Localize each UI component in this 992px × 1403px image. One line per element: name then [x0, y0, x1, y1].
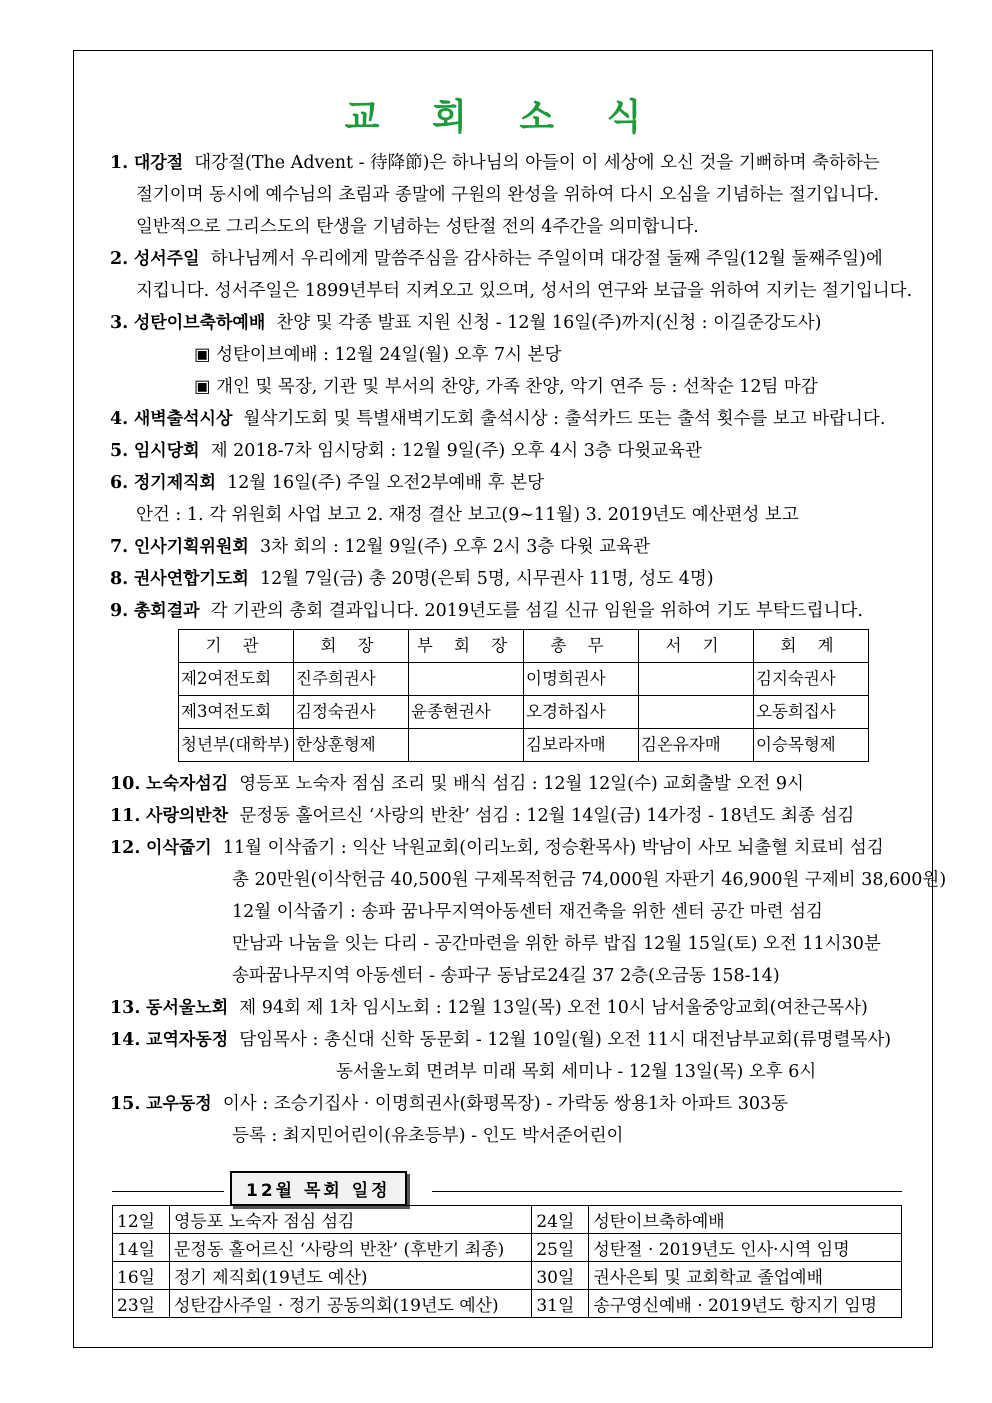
list-item-line: ▣ 개인 및 목장, 기관 및 부서의 찬양, 가족 찬양, 악기 연주 등 : 선착순 12팀 마감	[194, 377, 818, 397]
list-item: 6. 정기제직회 12월 16일(주) 주일 오전2부예배 후 본당	[110, 473, 545, 493]
table-cell: 한상훈형제	[294, 729, 409, 762]
table-cell: 김온유자매	[639, 729, 754, 762]
table-row	[113, 1290, 902, 1318]
list-item: 3. 성탄이브축하예배 찬양 및 각종 발표 지원 신청 - 12월 16일(주)까지(신청 : 이길준강도사)	[110, 313, 822, 333]
news-list	[110, 147, 947, 1152]
schedule-date: 16일	[113, 1262, 170, 1290]
item-heading: 성탄이브축하예배	[133, 313, 266, 333]
divider	[112, 1191, 224, 1192]
list-item-line: 총 20만원(이삭헌금 40,500원 구제목적헌금 74,000원 자판기 46,900원 구제비 38,600원)	[232, 870, 947, 890]
table-cell: 윤종현권사	[409, 696, 524, 729]
schedule-event: 문정동 홀어르신 ‘사랑의 반찬’ (후반기 최종)	[170, 1234, 532, 1262]
list-item: 9. 총회결과 각 기관의 총회 결과입니다. 2019년도를 섬길 신규 임원을 위하여 기도 부탁드립니다.	[110, 601, 863, 621]
schedule-event: 영등포 노숙자 점심 섬김	[170, 1206, 532, 1234]
table-header-cell: 기 관	[179, 630, 294, 663]
table-cell: 제2여전도회	[179, 663, 294, 696]
table-row	[179, 696, 869, 729]
item-heading: 권사연합기도회	[133, 569, 249, 589]
table-row	[113, 1262, 902, 1290]
table-cell	[409, 729, 524, 762]
list-item-line: 송파꿈나무지역 아동센터 - 송파구 동남로24길 37 2층(오금동 158-14)	[232, 966, 780, 986]
divider	[432, 1191, 902, 1192]
list-item: 4. 새벽출석시상 월삭기도회 및 특별새벽기도회 출석시상 : 출석카드 또는 출석 횟수를 보고 바랍니다.	[110, 409, 886, 429]
table-header-cell: 회 계	[754, 630, 869, 663]
list-item: 1. 대강절 대강절(The Advent - 待降節)은 하나님의 아들이 이 세상에 오신 것을 기뻐하며 축하하는	[110, 153, 880, 173]
table-header-cell: 총 무	[524, 630, 639, 663]
table-header-cell: 부 회 장	[409, 630, 524, 663]
list-item-line: 일반적으로 그리스도의 탄생을 기념하는 성탄절 전의 4주간을 의미합니다.	[136, 217, 699, 237]
schedule-date: 14일	[113, 1234, 170, 1262]
table-cell: 청년부(대학부)	[179, 729, 294, 762]
schedule-date: 12일	[113, 1206, 170, 1234]
item-heading: 이삭줍기	[146, 838, 212, 858]
table-cell: 이승목형제	[754, 729, 869, 762]
table-cell	[409, 663, 524, 696]
page-title: 교 회 소 식	[344, 97, 662, 138]
table-cell: 김지숙권사	[754, 663, 869, 696]
list-item: 8. 권사연합기도회 12월 7일(금) 총 20명(은퇴 5명, 시무권사 11명, 성도 4명)	[110, 569, 714, 589]
list-item: 10. 노숙자섬김 영등포 노숙자 점심 조리 및 배식 섬김 : 12월 12일(수) 교회출발 오전 9시	[110, 774, 804, 794]
list-item-line: 동서울노회 면려부 미래 목회 세미나 - 12월 13일(목) 오후 6시	[336, 1062, 817, 1082]
list-item: 12. 이삭줍기 11월 이삭줍기 : 익산 낙원교회(이리노회, 정승환목사) 박남이 사모 뇌출혈 치료비 섬김	[110, 838, 884, 858]
item-heading: 노숙자섬김	[146, 774, 229, 794]
table-cell: 김정숙권사	[294, 696, 409, 729]
schedule-event: 정기 제직회(19년도 예산)	[170, 1262, 532, 1290]
schedule-table	[112, 1205, 902, 1318]
table-cell: 오동희집사	[754, 696, 869, 729]
list-item-line: 등록 : 최지민어린이(유초등부) - 인도 박서준어린이	[232, 1126, 624, 1146]
schedule-date: 30일	[532, 1262, 589, 1290]
list-item: 5. 임시당회 제 2018-7차 임시당회 : 12월 9일(주) 오후 4시 3층 다윗교육관	[110, 441, 702, 461]
schedule-date: 23일	[113, 1290, 170, 1318]
table-row	[179, 663, 869, 696]
table-cell: 이명희권사	[524, 663, 639, 696]
table-cell: 제3여전도회	[179, 696, 294, 729]
schedule-date: 25일	[532, 1234, 589, 1262]
list-item-line: 12월 이삭줍기 : 송파 꿈나무지역아동센터 재건축을 위한 센터 공간 마련 섬김	[232, 902, 823, 922]
table-row	[113, 1206, 902, 1234]
item-heading: 정기제직회	[133, 473, 216, 493]
item-heading: 교우동정	[146, 1094, 212, 1114]
item-heading: 새벽출석시상	[133, 409, 233, 429]
list-item: 7. 인사기획위원회 3차 회의 : 12월 9일(주) 오후 2시 3층 다윗 교육관	[110, 537, 650, 557]
table-cell	[639, 696, 754, 729]
list-item-line: 절기이며 동시에 예수님의 초림과 종말에 구원의 완성을 위하여 다시 오심을 기념하는 절기입니다.	[136, 185, 879, 205]
table-header-cell: 회 장	[294, 630, 409, 663]
list-item: 13. 동서울노회 제 94회 제 1차 임시노회 : 12월 13일(목) 오전 10시 남서울중앙교회(여찬근목사)	[110, 998, 868, 1018]
table-cell: 김보라자매	[524, 729, 639, 762]
item-heading: 임시당회	[133, 441, 200, 461]
list-item-line: 지킵니다. 성서주일은 1899년부터 지켜오고 있으며, 성서의 연구와 보급을 위하여 지키는 절기입니다.	[136, 281, 913, 301]
schedule-event: 성탄감사주일 · 정기 공동의회(19년도 예산)	[170, 1290, 532, 1318]
table-cell	[639, 663, 754, 696]
item-heading: 성서주일	[133, 249, 200, 269]
item-heading: 대강절	[133, 153, 184, 173]
list-item: 15. 교우동정 이사 : 조승기집사 · 이명희권사(화평목장) - 가락동 쌍용1차 아파트 303동	[110, 1094, 789, 1114]
list-item-line: 안건 : 1. 각 위원회 사업 보고 2. 재정 결산 보고(9~11월) 3. 2019년도 예산편성 보고	[136, 505, 799, 525]
item-heading: 교역자동정	[146, 1030, 229, 1050]
bulletin-frame	[73, 50, 947, 1348]
list-item-line: 만남과 나눔을 잇는 다리 - 공간마련을 위한 하루 밥집 12월 15일(토) 오전 11시30분	[232, 934, 881, 954]
officer-table	[178, 629, 869, 762]
table-cell: 진주희권사	[294, 663, 409, 696]
item-heading: 동서울노회	[146, 998, 229, 1018]
table-cell: 오경하집사	[524, 696, 639, 729]
table-header-cell: 서 기	[639, 630, 754, 663]
schedule-event: 성탄절 · 2019년도 인사·시역 임명	[589, 1234, 902, 1262]
item-heading: 총회결과	[133, 601, 200, 621]
table-header-row	[179, 630, 869, 663]
item-heading: 인사기획위원회	[133, 537, 249, 557]
schedule-event: 송구영신예배 · 2019년도 항지기 임명	[589, 1290, 902, 1318]
schedule-event: 성탄이브축하예배	[589, 1206, 902, 1234]
list-item: 11. 사랑의반찬 문정동 홀어르신 ‘사랑의 반찬’ 섬김 : 12월 14일(금) 14가정 - 18년도 최종 섬김	[110, 806, 855, 826]
item-heading: 사랑의반찬	[146, 806, 229, 826]
table-row	[179, 729, 869, 762]
schedule-date: 31일	[532, 1290, 589, 1318]
table-row	[113, 1234, 902, 1262]
list-item: 14. 교역자동정 담임목사 : 총신대 신학 동문회 - 12월 10일(월) 오전 11시 대전남부교회(류명렬목사)	[110, 1030, 892, 1050]
schedule-title: 12월 목회 일정	[230, 1171, 407, 1206]
list-item: 2. 성서주일 하나님께서 우리에게 말씀주심을 감사하는 주일이며 대강절 둘째 주일(12월 둘째주일)에	[110, 249, 883, 269]
schedule-event: 권사은퇴 및 교회학교 졸업예배	[589, 1262, 902, 1290]
list-item-line: ▣ 성탄이브예배 : 12월 24일(월) 오후 7시 본당	[194, 345, 562, 365]
schedule-date: 24일	[532, 1206, 589, 1234]
